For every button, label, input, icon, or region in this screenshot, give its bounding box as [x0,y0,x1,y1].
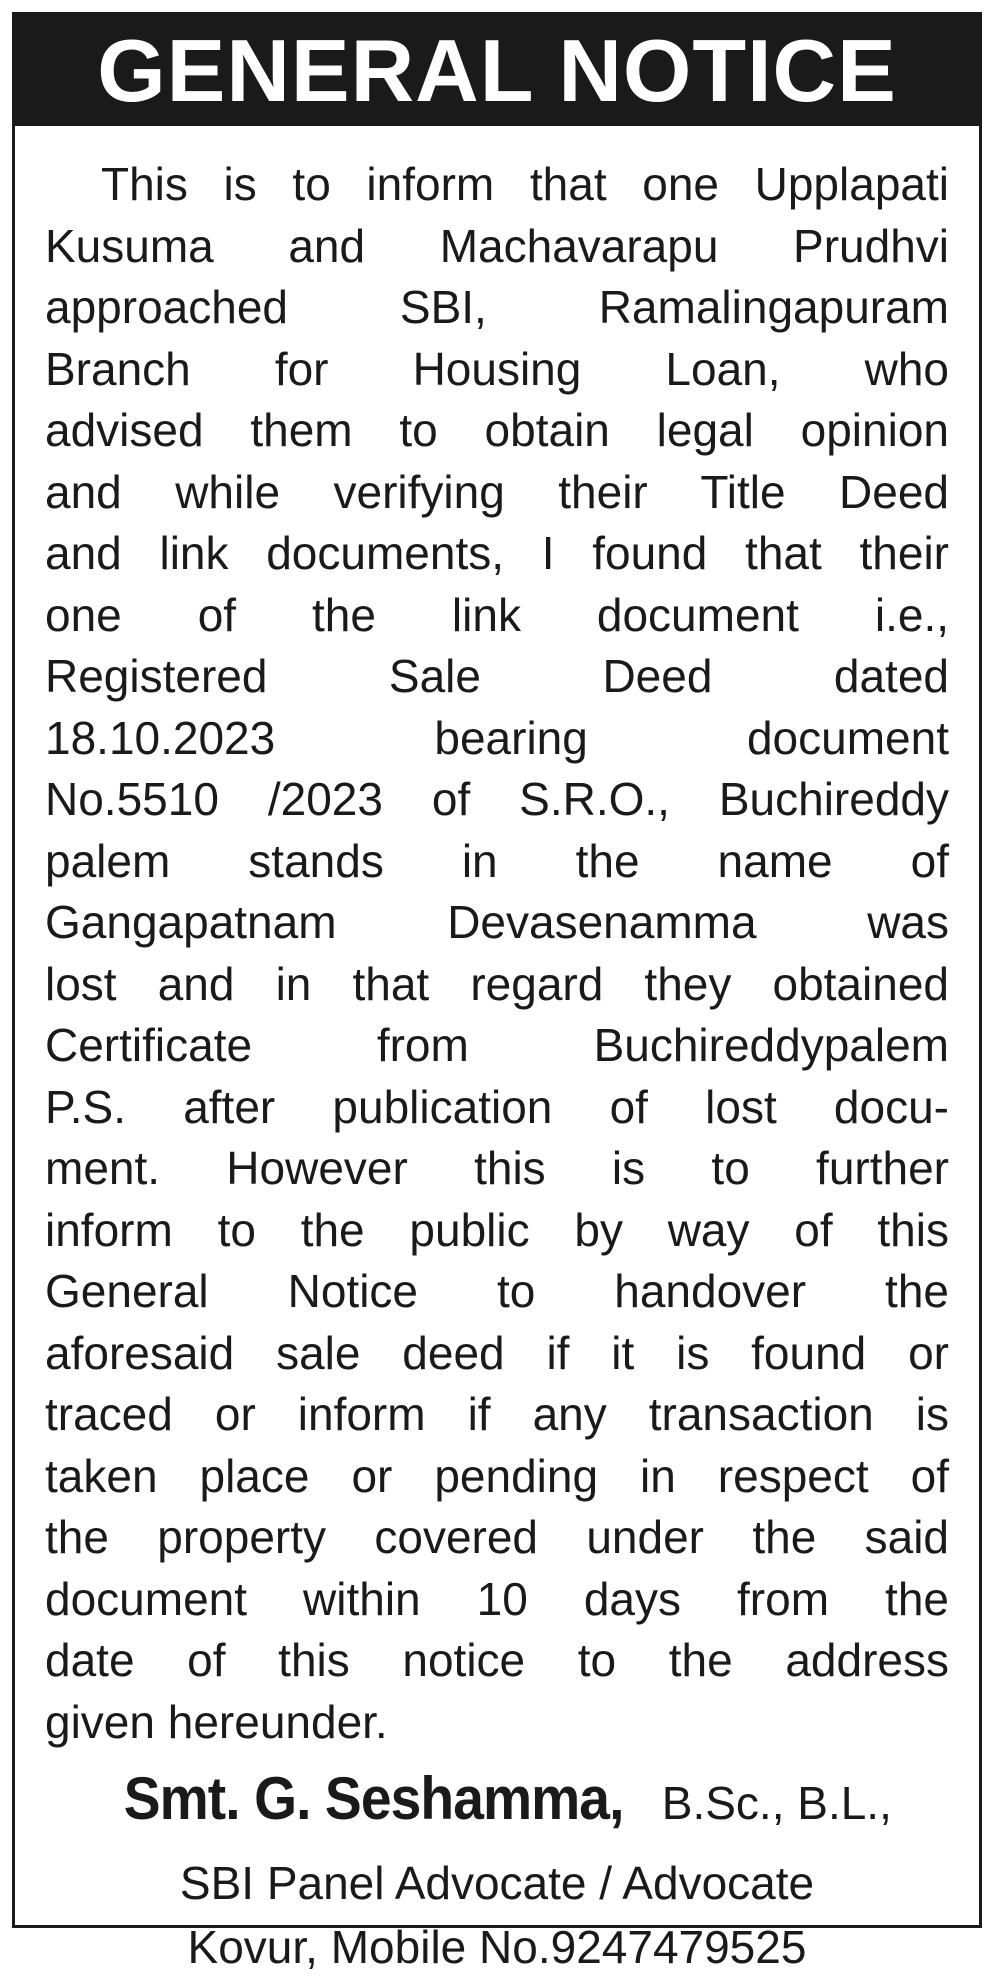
body-line: Branch for Housing Loan, who [45,342,949,395]
notice-body [15,126,979,1753]
body-line: traced or inform if any transaction is [45,1388,949,1440]
body-line: No.5510 /2023 of S.R.O., Buchireddy [45,773,949,825]
body-line: P.S. after publication of lost docu- [45,1080,949,1133]
body-line: palem stands in the name of [45,834,949,887]
body-line: Kusuma and Machavarapu Prudhvi [45,219,949,272]
general-notice-advertisement [12,12,982,1973]
body-line: inform to the public by way of this [45,1203,949,1256]
body-line: and link documents, I found that their [45,527,949,579]
body-line: ment. However this is to further [45,1142,949,1194]
body-line: approached SBI, Ramalingapuram [45,281,949,333]
signatory-contact: Kovur, Mobile No.9247479525 [187,1921,807,1973]
body-line: This is to inform that one Upplapati [101,158,949,210]
body-line: document within 10 days from the [45,1572,949,1625]
signatory-designation: SBI Panel Advocate / Advocate [179,1857,815,1909]
body-line: General Notice to handover the [45,1265,949,1317]
body-line: Gangapatnam Devasenamma was [45,896,949,948]
body-line: Registered Sale Deed dated [45,650,949,702]
signatory-line [15,1763,979,1851]
body-line: and while verifying their Title Deed [45,465,949,518]
body-line: date of this notice to the address [45,1634,949,1686]
body-line: taken place or pending in respect of [45,1449,949,1502]
body-line: the property covered under the said [45,1511,949,1563]
body-line: advised them to obtain legal opinion [45,404,949,456]
body-line: one of the link document i.e., [45,588,949,641]
body-line: 18.10.2023 bearing document [45,711,949,764]
body-line: given hereunder. [45,1695,388,1748]
notice-title: GENERAL NOTICE [15,15,979,126]
body-line: aforesaid sale deed if it is found or [45,1326,949,1379]
signatory-name: Smt. G. Seshamma, [123,1765,624,1832]
signature-block [15,1763,979,1979]
signatory-qualifications: B.Sc., B.L., [661,1777,892,1829]
body-line: lost and in that regard they obtained [45,957,949,1010]
body-line: Certificate from Buchireddypalem [45,1019,949,1071]
